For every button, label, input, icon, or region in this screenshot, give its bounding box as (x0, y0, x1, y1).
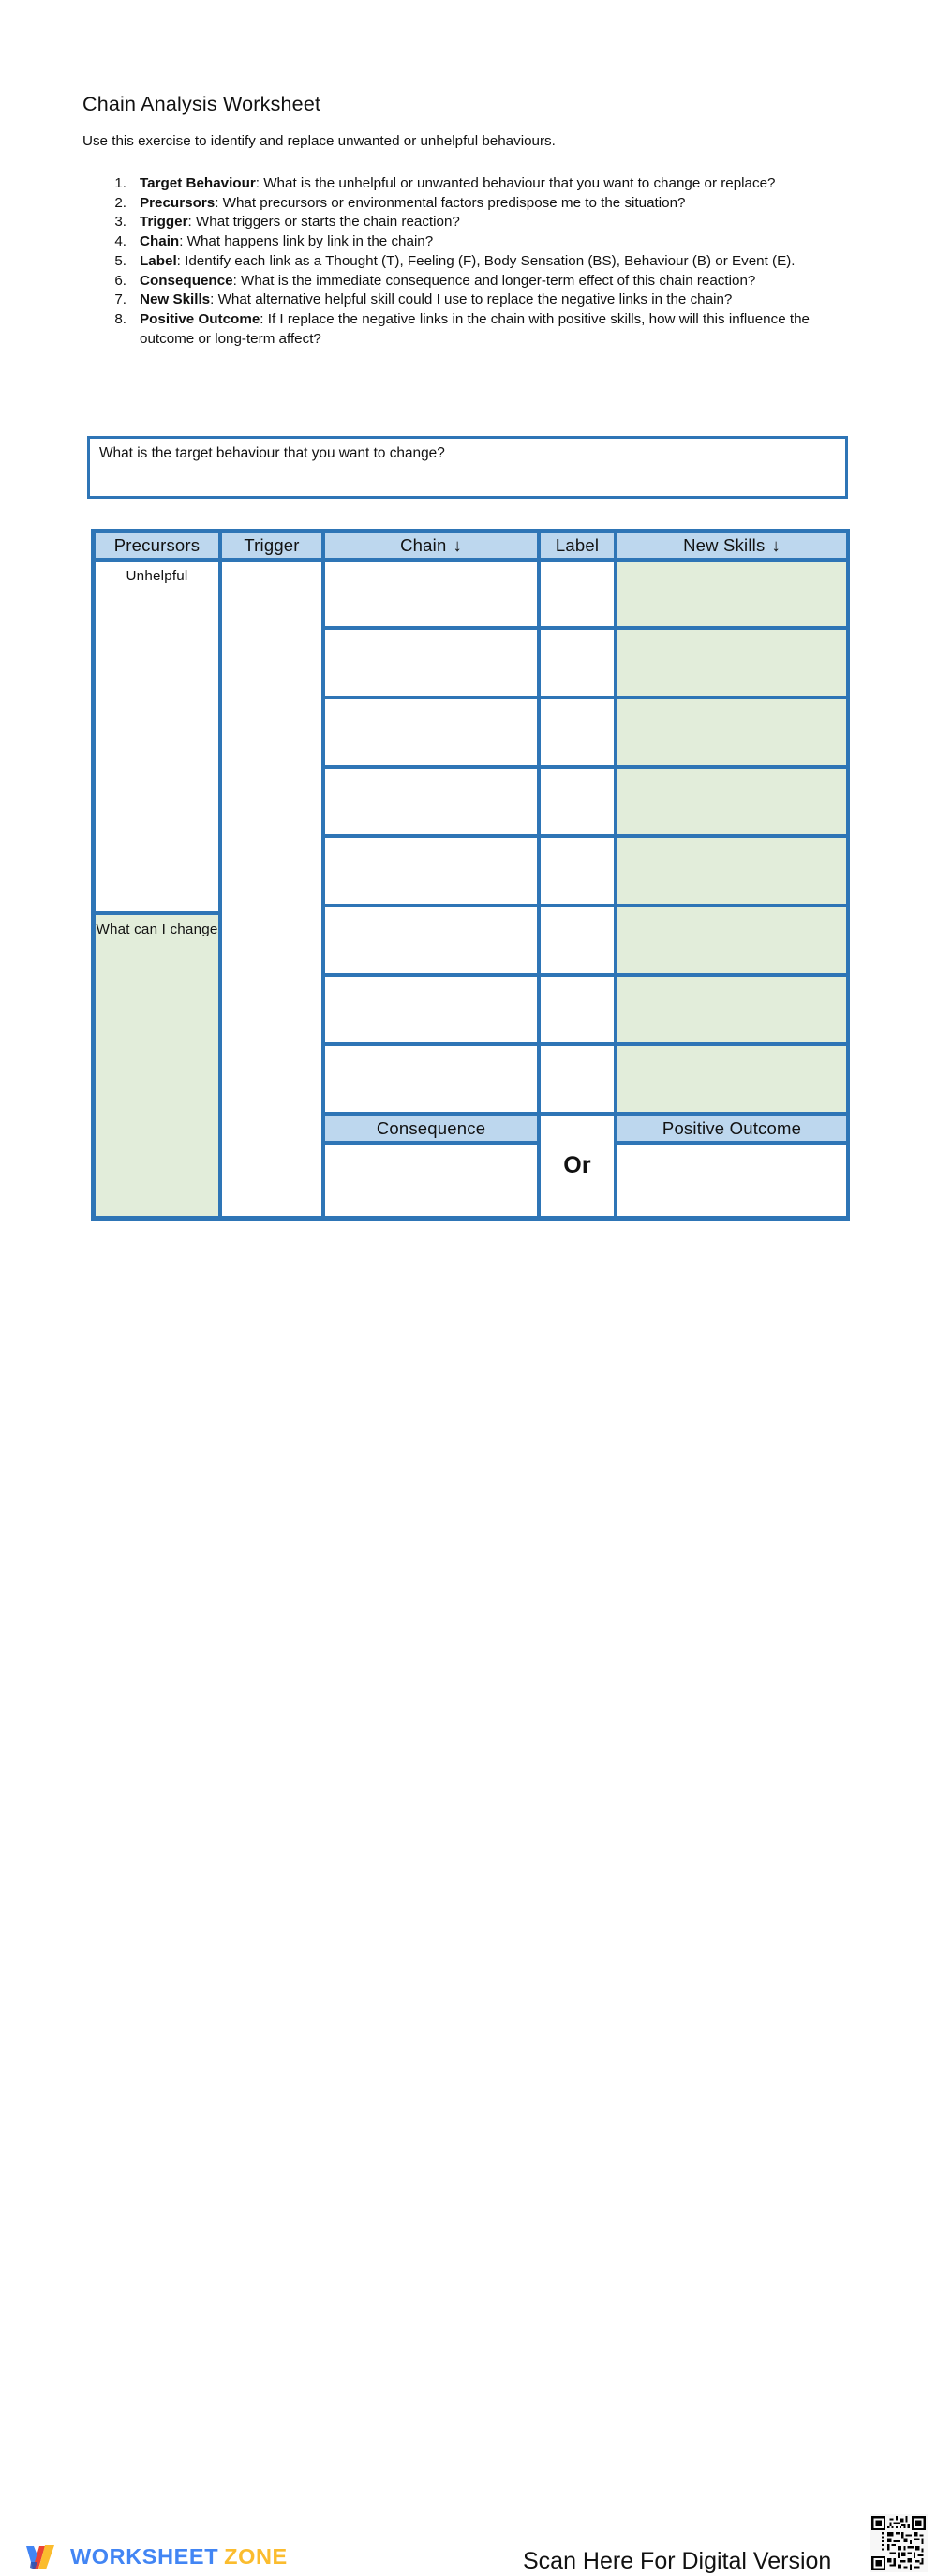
list-item-term: Trigger (140, 214, 188, 231)
new-skills-cell-4[interactable] (616, 767, 848, 836)
list-item-text: : If I replace the negative links in the chain with positive skills, how will this influence the outcome or long-term affect? (140, 310, 810, 347)
down-arrow-icon: ↓ (771, 535, 781, 555)
list-item (106, 174, 860, 194)
list-item-number: 2. (114, 194, 126, 211)
new-skills-cell-2[interactable] (616, 628, 848, 697)
label-cell-3[interactable] (539, 697, 616, 767)
new-skills-cell-8[interactable] (616, 1044, 848, 1114)
down-arrow-icon: ↓ (453, 535, 462, 555)
list-item-number: 5. (114, 252, 126, 269)
qr-code[interactable] (870, 2514, 928, 2572)
label-cell-8[interactable] (539, 1044, 616, 1114)
label-cell-1[interactable] (539, 560, 616, 628)
list-item (106, 252, 860, 272)
positive-outcome-header: Positive Outcome (616, 1114, 848, 1143)
label-cell-2[interactable] (539, 628, 616, 697)
precursors-what-can-i-change-cell[interactable]: What can I change (94, 913, 220, 1218)
consequence-answer-cell[interactable] (323, 1143, 539, 1218)
scan-prompt-text: Scan Here For Digital Version (523, 2548, 832, 2574)
list-item-term: Chain (140, 233, 180, 250)
new-skills-cell-1[interactable] (616, 560, 848, 628)
new-skills-cell-5[interactable] (616, 836, 848, 906)
precursors-unhelpful-cell[interactable]: Unhelpful (94, 560, 220, 913)
list-item-term: Consequence (140, 272, 233, 289)
page-title: Chain Analysis Worksheet (82, 93, 321, 115)
positive-outcome-answer-cell[interactable] (616, 1143, 848, 1218)
list-item-number: 8. (114, 310, 126, 327)
label-cell-4[interactable] (539, 767, 616, 836)
label-cell-7[interactable] (539, 975, 616, 1044)
chain-cell-4[interactable] (323, 767, 539, 836)
column-header-new-skills: New Skills ↓ (616, 532, 848, 560)
chain-cell-5[interactable] (323, 836, 539, 906)
label-cell-6[interactable] (539, 906, 616, 975)
column-header-chain: Chain ↓ (323, 532, 539, 560)
page-footer (0, 1256, 937, 2574)
new-skills-cell-7[interactable] (616, 975, 848, 1044)
list-item-number: 6. (114, 272, 126, 289)
list-item-text: : What is the unhelpful or unwanted behaviour that you want to change or replace? (255, 175, 776, 191)
worksheet-zone-logo-icon (22, 2537, 62, 2576)
chain-analysis-table (91, 529, 850, 1221)
list-item-term: Target Behaviour (140, 175, 256, 191)
list-item-text: : Identify each link as a Thought (T), Feeling (F), Body Sensation (BS), Behaviour (B) or Event (E). (176, 252, 796, 269)
list-item-text: : What alternative helpful skill could I use to replace the negative links in the chain? (210, 292, 733, 308)
list-item (106, 310, 860, 349)
list-item-number: 1. (114, 175, 126, 191)
logo-text-worksheet: WORKSHEET (70, 2543, 219, 2569)
column-header-trigger: Trigger (220, 532, 323, 560)
trigger-cell[interactable] (220, 560, 323, 1218)
list-item-number: 7. (114, 292, 126, 308)
list-item (106, 194, 860, 214)
chain-cell-8[interactable] (323, 1044, 539, 1114)
list-item (106, 291, 860, 310)
logo-wordmark (70, 2544, 288, 2569)
list-item-text: : What happens link by link in the chain? (179, 233, 434, 250)
list-item-text: : What precursors or environmental factors predispose me to the situation? (215, 194, 686, 211)
chain-cell-7[interactable] (323, 975, 539, 1044)
target-behaviour-prompt: What is the target behaviour that you want to change? (99, 445, 445, 461)
list-item-term: Positive Outcome (140, 310, 260, 327)
column-header-label: Label (539, 532, 616, 560)
logo-text-zone: ZONE (224, 2543, 288, 2569)
list-item-term: Label (140, 252, 177, 269)
page-intro: Use this exercise to identify and replace unwanted or unhelpful behaviours. (82, 133, 556, 149)
list-item-term: Precursors (140, 194, 216, 211)
column-header-precursors: Precursors (94, 532, 220, 560)
list-item-number: 3. (114, 214, 126, 231)
list-item-term: New Skills (140, 292, 211, 308)
list-item-number: 4. (114, 233, 126, 250)
list-item (106, 232, 860, 252)
chain-cell-6[interactable] (323, 906, 539, 975)
label-cell-5[interactable] (539, 836, 616, 906)
chain-cell-1[interactable] (323, 560, 539, 628)
worksheet-zone-logo[interactable] (22, 2537, 288, 2576)
list-item-text: : What is the immediate consequence and longer-term effect of this chain reaction? (232, 272, 756, 289)
list-item-text: : What triggers or starts the chain reaction? (187, 214, 460, 231)
chain-cell-2[interactable] (323, 628, 539, 697)
new-skills-cell-6[interactable] (616, 906, 848, 975)
chain-cell-3[interactable] (323, 697, 539, 767)
list-item (106, 213, 860, 232)
list-item (106, 272, 860, 292)
target-behaviour-box[interactable] (87, 436, 848, 499)
or-separator-cell: Or (539, 1114, 616, 1218)
new-skills-cell-3[interactable] (616, 697, 848, 767)
instructions-list (106, 174, 860, 349)
consequence-header: Consequence (323, 1114, 539, 1143)
